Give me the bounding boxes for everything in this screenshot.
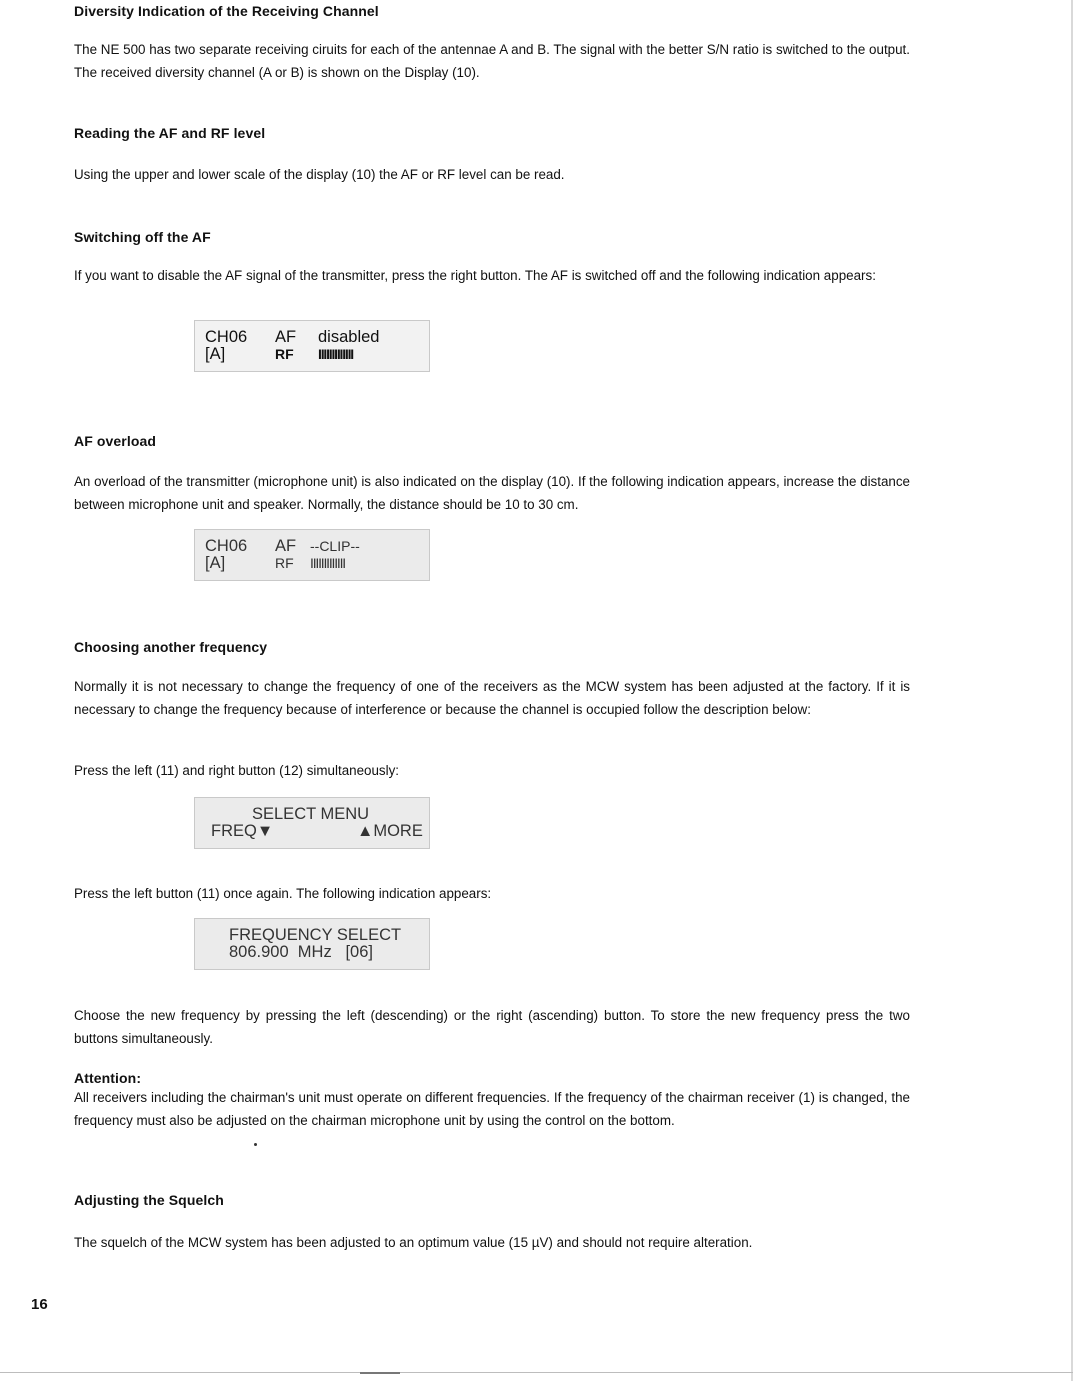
paragraph-step-choose: Choose the new frequency by pressing the left (descending) or the right (ascending) button. To store the new frequency press the two buttons simultaneously.: [74, 1008, 910, 1046]
display-af-clip: [194, 529, 430, 581]
paragraph-choosing-frequency: Normally it is not necessary to change the frequency of one of the receivers as the MCW system has been adjusted at the factory. If it is necessary to change the frequency because of interference or because the channel is occupied follow the description below:: [74, 679, 910, 717]
display-diversity: [A]: [205, 345, 226, 363]
display-af-status: disabled: [318, 328, 380, 346]
display-channel: CH06: [205, 537, 248, 555]
display-rf-label: RF: [275, 555, 294, 571]
heading-attention: Attention:: [74, 1070, 142, 1086]
display-af-disabled: [194, 320, 430, 372]
heading-reading-level: Reading the AF and RF level: [74, 125, 266, 141]
display-rf-bars: IIIIIIIIIIIII: [310, 555, 345, 571]
display-freq-value: 806.900 MHz [06]: [229, 943, 373, 961]
display-diversity: [A]: [205, 554, 226, 572]
display-menu-more: ▲MORE: [357, 822, 423, 840]
heading-af-overload: AF overload: [74, 433, 157, 449]
bottom-rule-mark: [360, 1372, 400, 1374]
display-af-label: AF: [275, 328, 297, 346]
heading-choosing-frequency: Choosing another frequency: [74, 639, 268, 655]
paragraph-diversity: The NE 500 has two separate receiving ciruits for each of the antennae A and B. The signal with the better S/N ratio is switched to the output. The received diversity channel (A or B) is shown on the Display (10).: [74, 42, 910, 80]
display-frequency-select: [194, 918, 430, 970]
display-af-status: --CLIP--: [310, 538, 360, 554]
display-channel: CH06: [205, 328, 248, 346]
paragraph-attention: All receivers including the chairman's unit must operate on different frequencies. If the frequency of the chairman receiver (1) is changed, the frequency must also be adjusted on the chairman microphone unit by using the control on the bottom.: [74, 1090, 910, 1128]
display-rf-bars: IIIIIIIIIIIII: [318, 346, 353, 362]
heading-squelch: Adjusting the Squelch: [74, 1192, 224, 1208]
bottom-rule: [0, 1372, 1073, 1373]
display-rf-label: RF: [275, 346, 294, 362]
paragraph-af-overload: An overload of the transmitter (microphone unit) is also indicated on the display (10). If the following indication appears, increase the distance between microphone unit and speaker. Normally, the distance should be 10 to 30 cm.: [74, 474, 910, 512]
paragraph-step-press-both: Press the left (11) and right button (12) simultaneously:: [74, 763, 400, 778]
paragraph-step-press-left: Press the left button (11) once again. The following indication appears:: [74, 886, 492, 901]
page-number: 16: [31, 1296, 48, 1313]
heading-switching-off: Switching off the AF: [74, 229, 211, 245]
paragraph-squelch: The squelch of the MCW system has been adjusted to an optimum value (15 µV) and should not require alteration.: [74, 1235, 753, 1250]
paragraph-switching-off: If you want to disable the AF signal of the transmitter, press the right button. The AF is switched off and the following indication appears:: [74, 268, 876, 283]
display-freq-title: FREQUENCY SELECT: [229, 926, 402, 944]
paragraph-reading-level: Using the upper and lower scale of the display (10) the AF or RF level can be read.: [74, 167, 565, 182]
display-menu-title: SELECT MENU: [252, 805, 370, 823]
display-menu-freq: FREQ▼: [211, 822, 274, 840]
heading-diversity: Diversity Indication of the Receiving Channel: [74, 3, 379, 19]
display-af-label: AF: [275, 537, 297, 555]
display-select-menu: [194, 797, 430, 849]
page-edge: [1071, 0, 1073, 1381]
print-speck: [254, 1143, 257, 1146]
